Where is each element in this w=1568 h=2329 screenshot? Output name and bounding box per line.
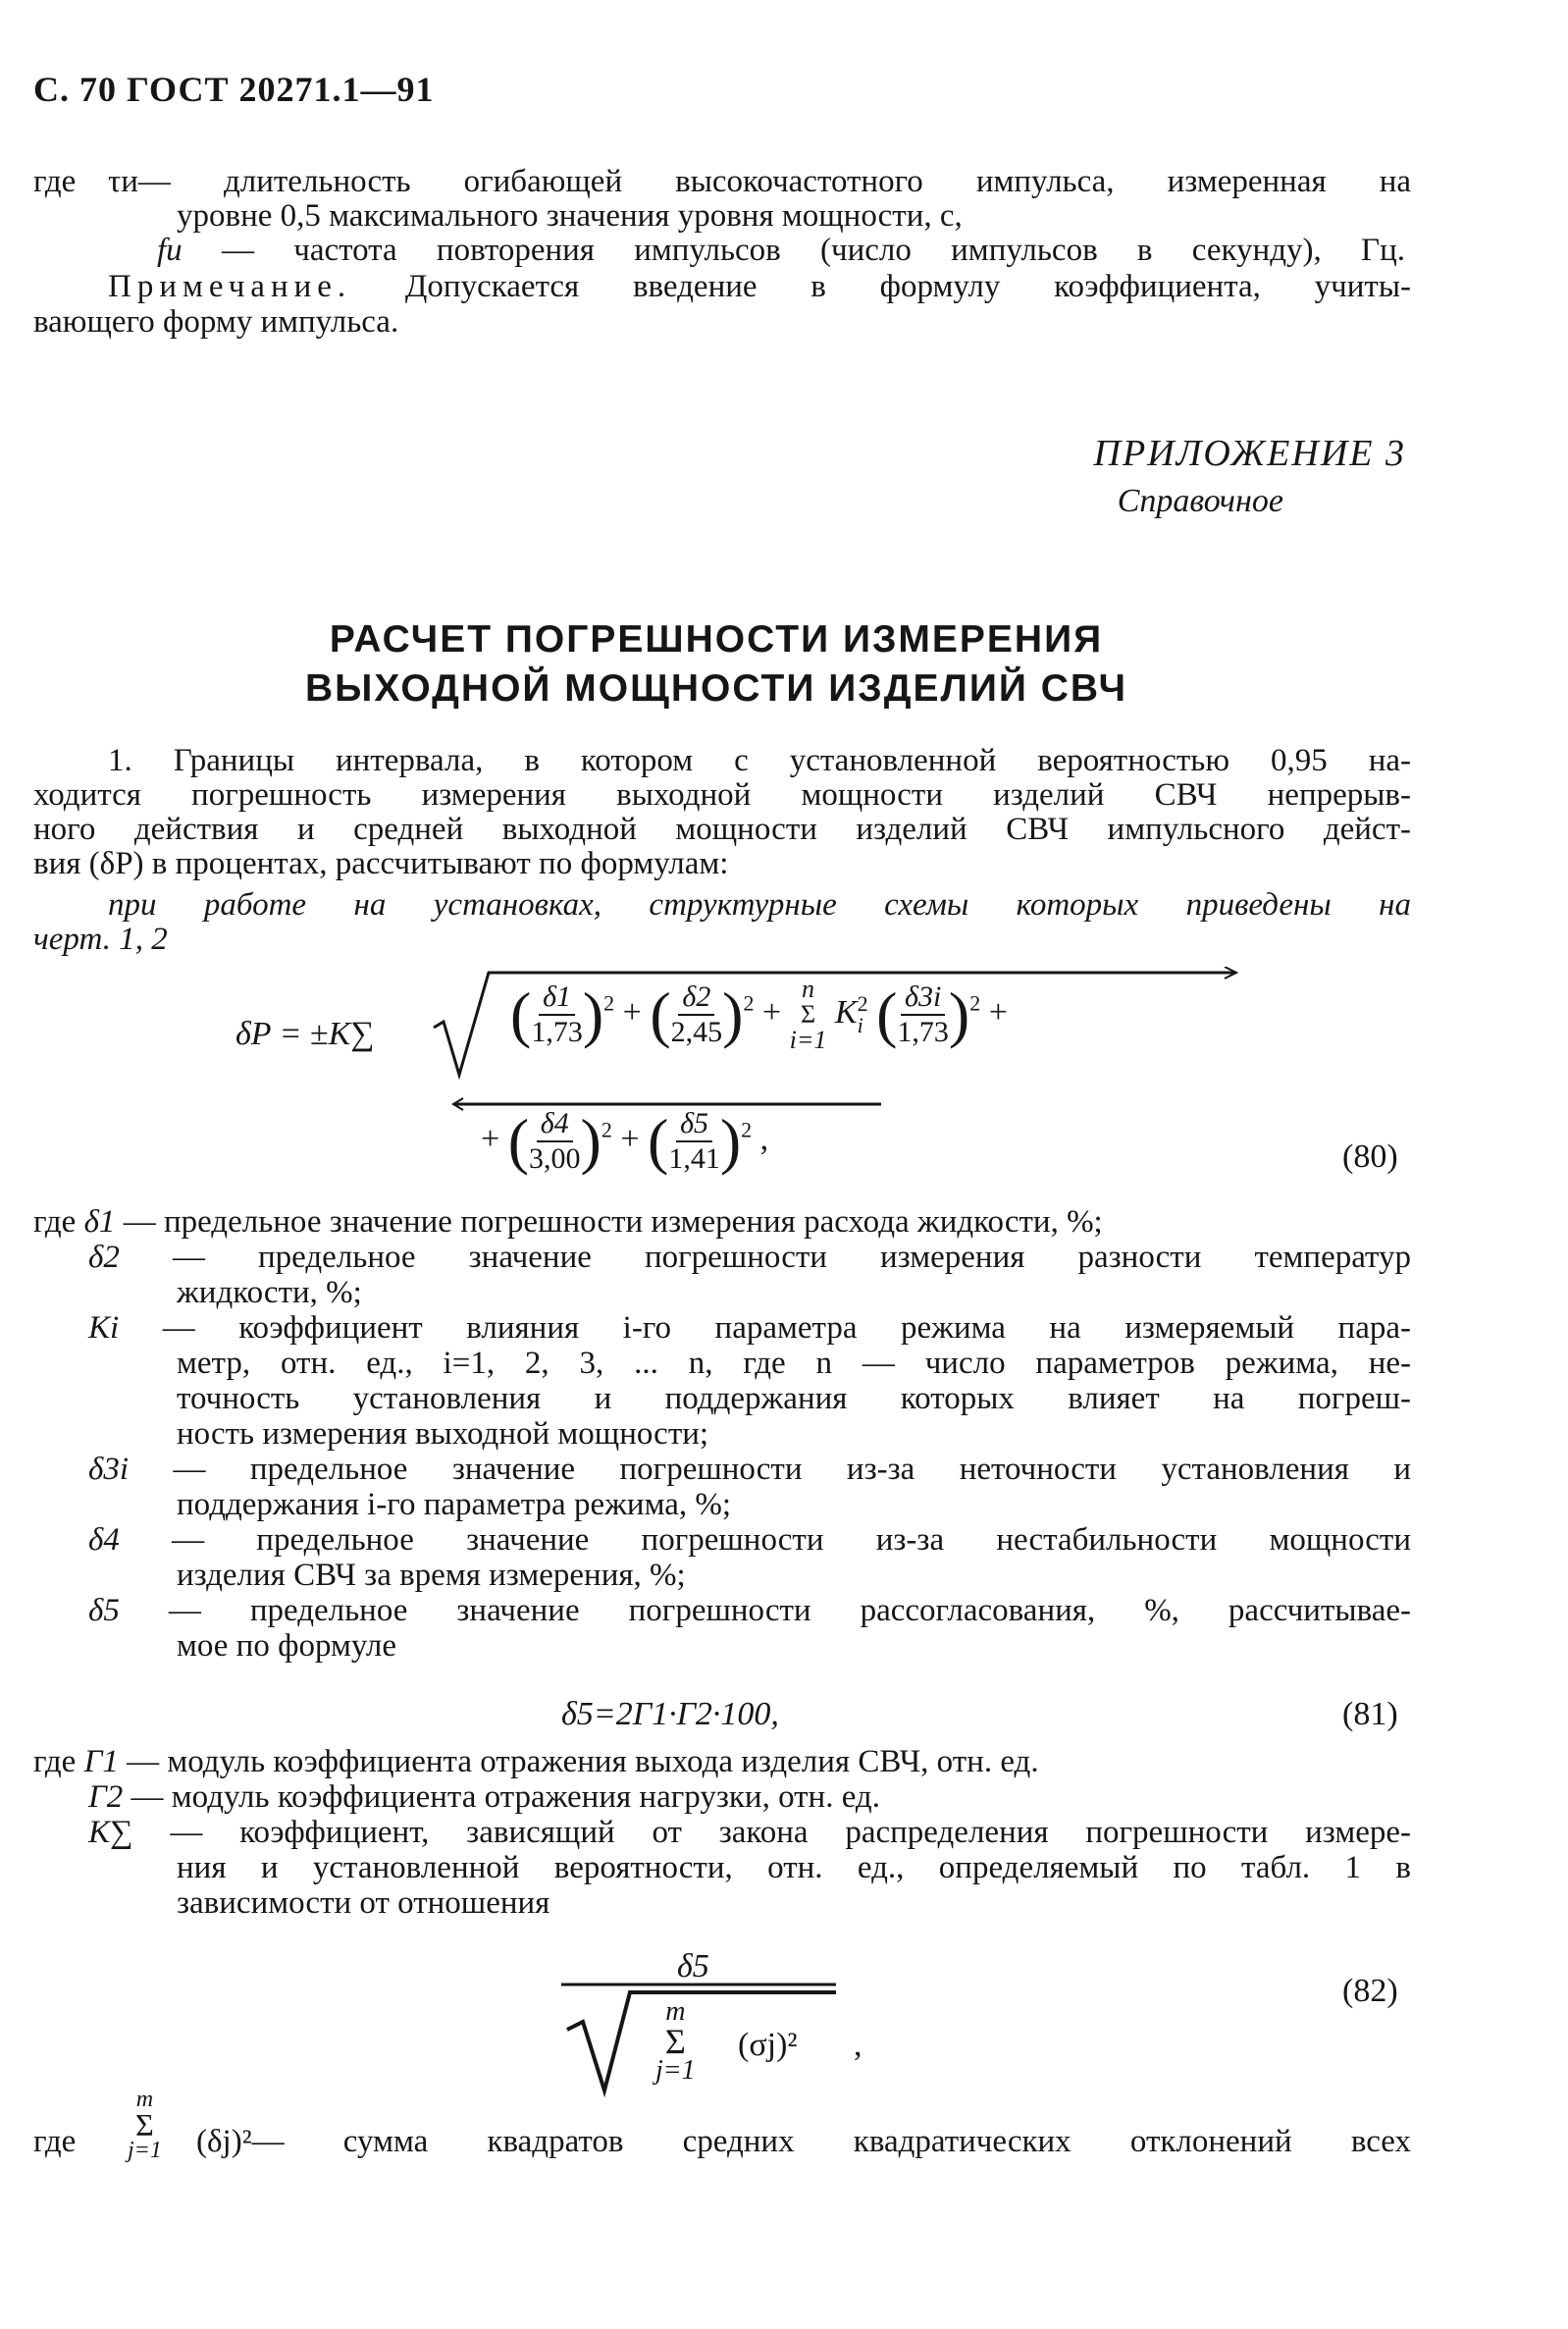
plus-sign: + [620,1120,640,1157]
definition-symbol: δ3i [88,1452,174,1487]
plus-sign: + [988,993,1008,1031]
formula-82-term: (σj)² [738,2027,798,2063]
definition-line [177,1886,549,1920]
fraction [529,1107,581,1176]
formula-81: δ5=2Г1·Г2·100, [561,1696,779,1732]
definition-line [33,1205,1103,1239]
sum-upper: m [135,2087,154,2112]
exponent: 2 [743,990,755,1016]
definition-prefix: где [33,1744,84,1779]
note-line2: вающего форму импульса. [33,304,399,340]
definition-text: — модуль коэффициента отражения нагрузки, отн. ед. [131,1779,880,1815]
definition-text: жидкости, %; [177,1275,362,1310]
intro-f-line [157,234,1405,267]
text-line: ного действия и средней выходной мощности изделий СВЧ импульсного дейст- [33,812,1411,847]
formula-82-sum [655,1997,696,2086]
definition-text: метр, отн. ед., i=1, 2, 3, ... n, где n — число параметров режима, не- [177,1346,1411,1381]
definition-text: ность измерения выходной мощности; [177,1416,709,1452]
text-line: ходится погрешность измерения выходной мощности изделий СВЧ непрерыв- [33,777,1411,813]
definition-text: зависимости от отношения [177,1885,550,1921]
definition-line [88,1453,1411,1486]
definition-symbol: Г2 [88,1779,131,1815]
definition-line [88,1311,1411,1345]
definition-line [177,1276,362,1309]
sum-sign: Σ [800,1000,816,1029]
sum-lower: i=1 [789,1026,827,1054]
numerator: δ2 [678,980,714,1016]
numerator: δ5 [676,1107,712,1142]
definition-symbol: δ5 [88,1593,169,1628]
definition-line [177,1382,1411,1415]
note-text: Допускается введение в формулу коэффициента, учиты- [404,269,1412,304]
definition-symbol: δ2 [88,1240,173,1275]
definition-line [88,1241,1411,1274]
definition-line [177,1347,1411,1380]
formula-80-row1: ( $\frac{\delta 1}{1,73}$ )$^2$ + ( $\frac{\delta 2}{2,45}$ )$^2$ + n Σ i=1 K 2 i ( $\frac{\delta 3i}{1,73}$ )$^2$ + [510,975,1008,1054]
last-line-text [196,2125,1411,2158]
para1-line1 [108,744,1411,777]
comma: , [759,1120,769,1157]
italic-line2: черт. 1, 2 [33,922,168,957]
definition-text: — модуль коэффициента отражения выхода изделия СВЧ, отн. ед. [127,1744,1039,1779]
formula-82-numerator: δ5 [677,1948,709,1985]
fraction [531,980,583,1049]
plus-sign: + [622,993,642,1031]
last-line-sum [128,2087,162,2163]
intro-tau-line2: уровне 0,5 максимального значения уровня мощности, с, [177,198,963,234]
f-symbol: fи [157,233,183,268]
definition-line [88,1780,880,1814]
sum-lower: j=1 [655,2055,696,2086]
sum-sign: Σ [135,2107,154,2143]
formula-82-radical [561,1981,846,2098]
para1-line4: вия (δP) в процентах, рассчитывают по формулам: [33,846,729,881]
definition-text: — предельное значение погрешности из-за неточности установления и [173,1452,1412,1487]
definition-text: — предельное значение погрешности измерения расхода жидкости, %; [123,1204,1103,1240]
denominator: 1,41 [668,1142,720,1175]
denominator: 3,00 [529,1142,581,1175]
definition-line [33,1745,1039,1778]
fraction [671,980,723,1049]
definition-line [88,1523,1411,1557]
k-subscript: i [857,1013,863,1037]
sum-upper: m [665,1996,686,2027]
plus-sign: + [481,1120,500,1157]
sum-operator [790,977,827,1053]
sum-lower: j=1 [128,2138,162,2163]
tau-desc: длительность огибающей высокочастотного импульса, измеренная на [223,164,1412,199]
definition-text: — коэффициент влияния i-го параметра режима на измеряемый пара- [162,1310,1411,1346]
numerator: δ1 [539,980,575,1016]
definition-line [177,1417,708,1451]
definition-line [177,1488,731,1521]
denominator: 2,45 [670,1016,723,1048]
definition-text: мое по формуле [177,1628,397,1664]
text-line: при работе на установках, структурные схемы которых приведены на [108,887,1411,923]
exponent: 2 [601,1117,612,1142]
appendix-subtitle: Справочное [1117,483,1283,519]
intro-tau-prefix: где [33,164,77,199]
para1-line3 [33,813,1411,846]
definition-text: — предельное значение погрешности из-за нестабильности мощности [172,1522,1412,1558]
definition-prefix: где [33,1204,84,1240]
italic-line1 [108,888,1411,922]
definition-text: точность установления и поддержания которых влияет на погреш- [177,1381,1411,1416]
sum-upper: n [802,975,815,1003]
formula-82-comma: , [854,2027,862,2063]
note-line1 [108,270,1411,303]
f-desc: — частота повторения импульсов (число импульсов в секунду), Гц. [221,233,1405,268]
sum-term: (δj)² [196,2124,252,2159]
last-line-prefix: где [33,2124,77,2159]
note-label: Примечание. [108,269,352,304]
intro-tau-line1 [108,165,1411,198]
fraction [897,980,949,1049]
definition-text: поддержания i-го параметра режима, %; [177,1487,732,1522]
section-title-line2: ВЫХОДНОЙ МОЩНОСТИ ИЗДЕЛИЙ СВЧ [304,667,1128,710]
definition-symbol: Ki [88,1310,163,1346]
fraction [668,1107,720,1176]
definition-line [177,1559,686,1592]
definition-symbol: Г1 [83,1744,128,1779]
definition-text: ния и установленной вероятности, отн. ед., определяемый по табл. 1 в [177,1850,1411,1885]
formula-80-number: (80) [1342,1138,1398,1175]
tau-symbol: τи [108,164,138,199]
definition-symbol: K∑ [88,1815,171,1850]
last-line-desc: — сумма квадратов средних квадратических отклонений всех [251,2124,1411,2159]
denominator: 1,73 [531,1016,583,1048]
definition-line [88,1816,1411,1849]
appendix-title: ПРИЛОЖЕНИЕ 3 [1093,433,1406,474]
definition-symbol: δ4 [88,1522,173,1558]
para1-line2 [33,778,1411,812]
numerator: δ4 [537,1107,573,1142]
definition-line [88,1594,1411,1627]
plus-sign: + [761,993,782,1031]
formula-82-number: (82) [1342,1973,1398,2009]
definition-text: — предельное значение погрешности измерения разности температур [172,1240,1412,1275]
numerator: δ3i [901,980,945,1016]
definition-text: — предельное значение погрешности рассогласования, %, рассчитывае- [168,1593,1411,1628]
sum-sign: Σ [664,2022,686,2061]
exponent: 2 [603,990,615,1016]
dash: — [137,164,171,199]
formula-80-lhs: δP = ±K∑ [235,1016,375,1052]
formula-81-number: (81) [1342,1696,1398,1732]
section-title-line1: РАСЧЕТ ПОГРЕШНОСТИ ИЗМЕРЕНИЯ [329,618,1104,661]
k-symbol: K [834,993,858,1031]
exponent: 2 [741,1117,753,1142]
formula-80-row2: + ( $\frac{\delta 4}{3,00}$ )$^2$ + ( $\frac{\delta 5}{1,41}$ )$^2$ , [481,1106,769,1176]
text-line: 1. Границы интервала, в котором с установленной вероятностью 0,95 на- [108,743,1411,778]
page-header: С. 70 ГОСТ 20271.1—91 [33,70,435,109]
definition-text: — коэффициент, зависящий от закона распределения погрешности измере- [170,1815,1411,1850]
definition-line [177,1851,1411,1884]
denominator: 1,73 [897,1016,949,1048]
k-exponent: 2 [857,991,868,1016]
definition-line [177,1629,396,1663]
definition-text: изделия СВЧ за время измерения, %; [177,1558,686,1593]
definition-symbol: δ1 [83,1204,124,1240]
exponent: 2 [969,990,981,1016]
